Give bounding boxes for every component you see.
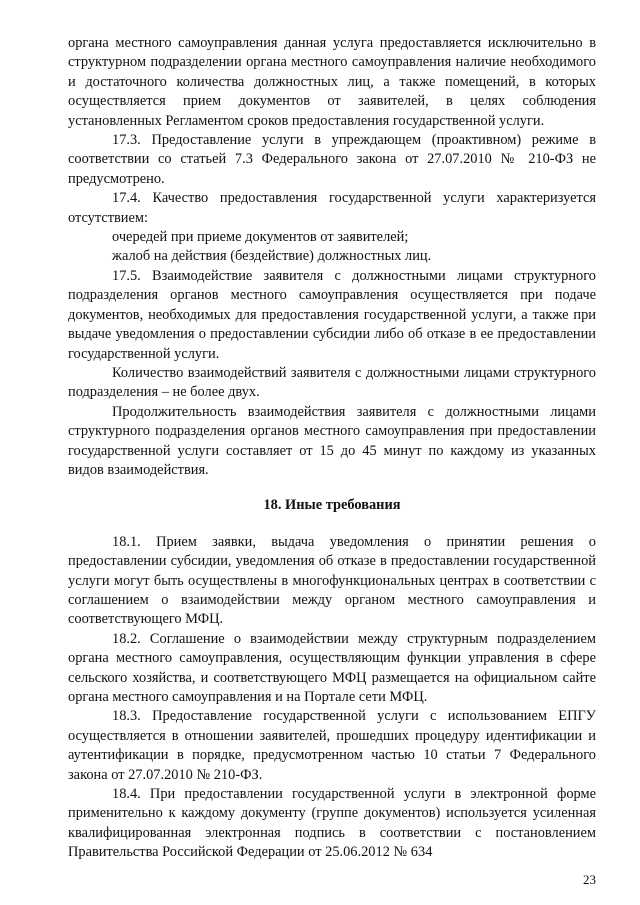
- paragraph-17-5: 17.5. Взаимодействие заявителя с должностными лицами структурного подразделения органов местного самоуправления осуществляется при подаче документов, необходимых для предоставления государственной услуги, а также при выдаче уведомления о предоставлении субсидии либо об отказе в ее предоставлении государственной услуги.: [68, 267, 596, 362]
- section-heading: 18. Иные требования: [263, 497, 401, 514]
- paragraph-interaction-count: Количество взаимодействий заявителя с должностными лицами структурного подразделения – не более двух.: [68, 364, 596, 401]
- intro-paragraph: органа местного самоуправления данная услуга предоставляется исключительно в структурном подразделении органа местного самоуправления наличие необходимого и достаточного количества должностных лиц, а также помещений, в которых осуществляется прием документов от заявителей, в целях соблюдения установленных Регламентом сроков предоставления государственной услуги.: [68, 35, 596, 129]
- paragraph-18-3: 18.3. Предоставление государственной услуги с использованием ЕПГУ осуществляется в отношении заявителей, прошедших процедуру идентификации и аутентификации в порядке, предусмотренном частью 10 статьи 7 Федерального закона от 27.07.2010 № 210-ФЗ.: [68, 708, 596, 783]
- page-number: 23: [583, 872, 596, 887]
- paragraph-18-2: 18.2. Соглашение о взаимодействии между структурным подразделением органа местного самоуправления, осуществляющим функции управления в сфере сельского хозяйства, и соответствующего МФЦ размещается на официальном сайте органа местного самоуправления и на Портале сети МФЦ.: [68, 630, 596, 705]
- list-item-queues: очередей при приеме документов от заявителей;: [112, 229, 409, 246]
- paragraph-17-4: 17.4. Качество предоставления государственной услуги характеризуется отсутствием:: [68, 190, 596, 226]
- paragraph-17-3: 17.3. Предоставление услуги в упреждающем (проактивном) режиме в соответствии со статьей 7.3 Федерального закона от 27.07.2010 № 210-ФЗ не предусмотрено.: [68, 132, 596, 187]
- list-item-complaints: жалоб на действия (бездействие) должностных лиц.: [112, 248, 432, 265]
- document-body: [68, 34, 596, 863]
- paragraph-18-1: 18.1. Прием заявки, выдача уведомления о принятии решения о предоставлении субсидии, уведомления об отказе в предоставлении государственной услуги могут быть осуществлены в многофункциональных центрах в соответствии с соглашением о взаимодействии между органом местного самоуправления и соответствующего МФЦ.: [68, 533, 596, 628]
- paragraph-interaction-duration: Продолжительность взаимодействия заявителя с должностными лицами структурного подразделения органов местного самоуправления при предоставлении государственной услуги составляет от 15 до 45 минут по каждому из указанных видов взаимодействия.: [68, 403, 596, 478]
- paragraph-18-4: 18.4. При предоставлении государственной услуги в электронной форме применительно к каждому документу (группе документов) используется усиленная квалифицированная электронная подпись в соответствии с постановлением Правительства Российской Федерации от 25.06.2012 № 634: [68, 786, 596, 861]
